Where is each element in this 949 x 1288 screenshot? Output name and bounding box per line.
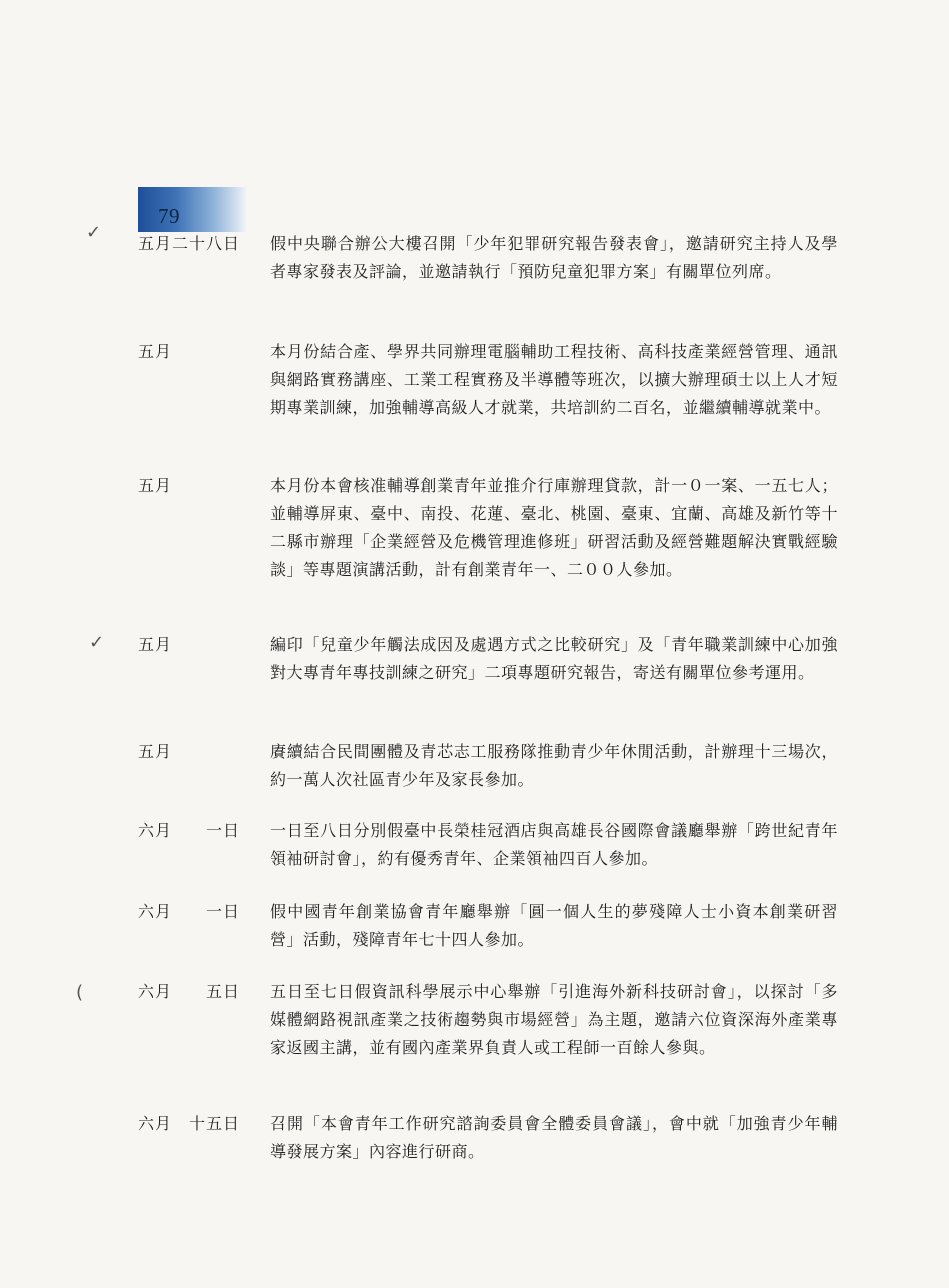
entry-text: 召開「本會青年工作研究諮詢委員會全體委員會議」，會中就「加強青少年輔導發展方案」內容進行研商。 [270,1114,838,1161]
entry-date: 五月 [138,342,173,361]
entry-date: 五月二十八日 [138,234,241,253]
entry-date: 五月 [138,476,173,495]
entry-text: 編印「兒童少年觸法成因及處遇方式之比較研究」及「青年職業訓練中心加強對大專青年專技訓練之研究」二項專題研究報告，寄送有關單位參考運用。 [270,635,838,682]
entry-date: 六月 一日 [138,821,241,840]
entry-text: 假中國青年創業協會青年廳舉辦「圓一個人生的夢殘障人士小資本創業研習營」活動，殘障青年七十四人參加。 [270,902,838,949]
entry-date: 六月 十五日 [138,1114,241,1133]
entry-date: 五月 [138,742,173,761]
margin-check-mark: ✓ [86,222,102,243]
entry-text: 本月份結合產、學界共同辦理電腦輔助工程技術、高科技產業經營管理、通訊與網路實務講座、工業工程實務及半導體等班次，以擴大辦理碩士以上人才短期專業訓練，加強輔導高級人才就業，共培訓約二百名，並繼續輔導就業中。 [270,342,838,417]
entry-date: 六月 一日 [138,902,241,921]
entry-date: 六月 五日 [138,982,241,1001]
entry-text: 一日至八日分別假臺中長榮桂冠酒店與高雄長谷國際會議廳舉辦「跨世紀青年領袖研討會」，約有優秀青年、企業領袖四百人參加。 [270,821,838,868]
entry-date: 五月 [138,635,173,654]
page-number-badge [138,187,246,232]
page-number: 79 [158,204,180,228]
entry-text: 假中央聯合辦公大樓召開「少年犯罪研究報告發表會」，邀請研究主持人及學者專家發表及評論，並邀請執行「預防兒童犯罪方案」有關單位列席。 [270,234,838,281]
margin-check-mark: ( [76,982,84,1003]
entry-text: 五日至七日假資訊科學展示中心舉辦「引進海外新科技研討會」，以探討「多媒體網路視訊產業之技術趨勢與市場經營」為主題，邀請六位資深海外產業專家返國主講，並有國內產業界負責人或工程師一百餘人參與。 [270,982,838,1057]
margin-check-mark: ✓ [89,632,105,653]
entry-text: 賡續結合民間團體及青芯志工服務隊推動青少年休閒活動，計辦理十三場次，約一萬人次社區青少年及家長參加。 [270,742,838,789]
entry-text: 本月份本會核准輔導創業青年並推介行庫辦理貸款，計一０一案、一五七人；並輔導屏東、臺中、南投、花蓮、臺北、桃園、臺東、宜蘭、高雄及新竹等十二縣市辦理「企業經營及危機管理進修班」研習活動及經營難題解決實戰經驗談」等專題演講活動，計有創業青年一、二００人參加。 [270,476,838,579]
